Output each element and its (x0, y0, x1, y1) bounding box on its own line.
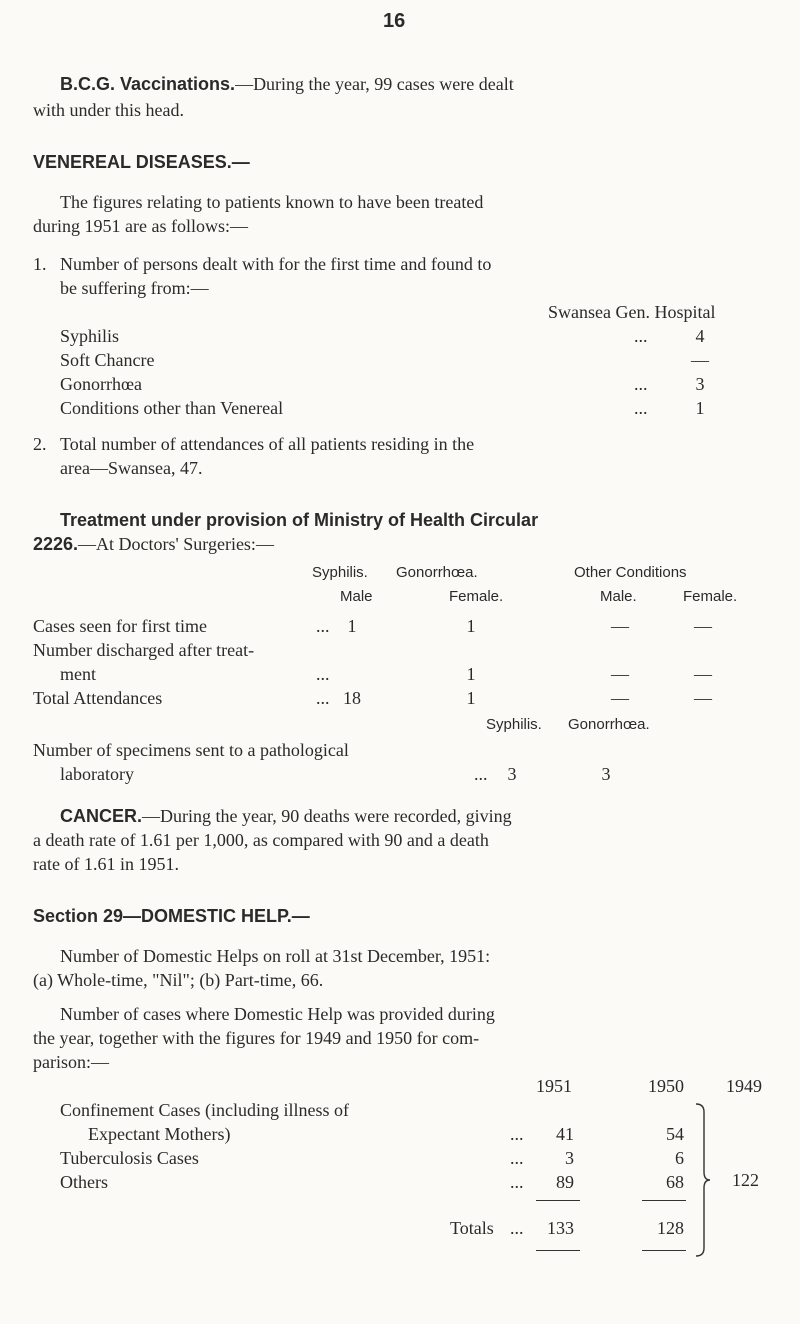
venereal-row-label: Syphilis (60, 326, 120, 346)
totals-dots: ... (510, 1218, 524, 1238)
circular-number: 2226. (33, 534, 79, 554)
domestic-heading: Section 29—DOMESTIC HELP.— (33, 906, 310, 926)
cancer-line3: rate of 1.61 in 1951. (33, 854, 179, 874)
domestic-1951-value: 89 (556, 1172, 574, 1192)
bcg-paragraph-line1 (60, 74, 514, 95)
spec-header-syphilis: Syphilis. (486, 716, 542, 733)
domestic-1950-value: 54 (666, 1124, 684, 1144)
treatment-other-male-value: — (611, 616, 629, 636)
specimens-gonorrhoea-value: 3 (601, 764, 611, 784)
venereal-row-label: Soft Chancre (60, 350, 155, 370)
year-1950: 1950 (648, 1076, 684, 1096)
total-1951-value: 133 (547, 1218, 574, 1238)
domestic-1950-value: 6 (675, 1148, 684, 1168)
venereal-row-label: Gonorrhœa (60, 374, 142, 394)
treatment-syphilis-value: 1 (347, 616, 357, 636)
domestic-p2-line3: parison:— (33, 1052, 109, 1072)
header-other-conditions: Other Conditions (574, 564, 687, 581)
totals-label: Totals (450, 1218, 494, 1238)
year-1951: 1951 (536, 1076, 572, 1096)
treatment-other-male-value: — (611, 688, 629, 708)
rule-1951-top (536, 1200, 580, 1201)
venereal-row-dots: ... (634, 398, 648, 418)
item2-line1: Total number of attendances of all patients residing in the (60, 434, 475, 454)
treatment-row-dots: ... (316, 616, 330, 636)
domestic-row-dots: ... (510, 1172, 524, 1192)
spec-header-gonorrhoea: Gonorrhœa. (568, 716, 650, 733)
header-female: Female. (449, 588, 504, 605)
venereal-row-value: 3 (695, 374, 705, 394)
venereal-row-dots: ... (634, 326, 648, 346)
rule-1951-bottom (536, 1250, 580, 1251)
venereal-row-dots: ... (634, 374, 648, 394)
treatment-row-label: Total Attendances (33, 688, 163, 708)
year-1949: 1949 (726, 1076, 762, 1096)
bcg-paragraph-line2: with under this head. (33, 100, 184, 120)
treatment-gonorrhoea-value: 1 (466, 688, 476, 708)
hospital-column-header: Swansea Gen. Hospital (548, 302, 716, 322)
item1-number: 1. (33, 254, 47, 274)
item2-line2: area—Swansea, 47. (60, 458, 203, 478)
domestic-p1-line1: Number of Domestic Helps on roll at 31st December, 1951: (60, 946, 491, 966)
header-female-other: Female. (683, 588, 738, 605)
venereal-heading: VENEREAL DISEASES.— (33, 152, 250, 172)
item1-line2: be suffering from:— (60, 278, 209, 298)
venereal-row-label: Conditions other than Venereal (60, 398, 284, 418)
venereal-row-value: 1 (695, 398, 705, 418)
treatment-other-female-value: — (694, 688, 712, 708)
header-gonorrhoea: Gonorrhœa. (396, 564, 478, 581)
treatment-syphilis-value: 18 (343, 688, 361, 708)
venereal-intro-line1: The figures relating to patients known to have been treated (60, 192, 484, 212)
treatment-heading-line2 (33, 534, 274, 555)
specimens-dots: ... (474, 764, 488, 784)
venereal-row-value: 4 (695, 326, 705, 346)
venereal-intro-line2: during 1951 are as follows:— (33, 216, 248, 236)
header-syphilis: Syphilis. (312, 564, 368, 581)
domestic-p2-line2: the year, together with the figures for 1949 and 1950 for com- (33, 1028, 480, 1048)
cancer-text: —During the year, 90 deaths were recorded, giving (142, 806, 512, 826)
total-1949-value: 122 (732, 1170, 759, 1190)
domestic-1951-value: 3 (565, 1148, 574, 1168)
header-male-other: Male. (600, 588, 637, 605)
domestic-p2-line1: Number of cases where Domestic Help was provided during (60, 1004, 495, 1024)
treatment-gonorrhoea-value: 1 (466, 664, 476, 684)
treatment-other-female-value: — (694, 664, 712, 684)
treatment-gonorrhoea-value: 1 (466, 616, 476, 636)
page-number: 16 (383, 10, 406, 32)
treatment-row-dots: ... (316, 688, 330, 708)
treatment-heading-rest: —At Doctors' Surgeries:— (78, 534, 274, 554)
item1-line1: Number of persons dealt with for the first time and found to (60, 254, 492, 274)
brace-1949 (692, 1102, 712, 1258)
treatment-row-label: Number discharged after treat- (33, 640, 255, 660)
domestic-row-label: Others (60, 1172, 108, 1192)
rule-1950-top (642, 1200, 686, 1201)
item2-number: 2. (33, 434, 47, 454)
header-male: Male (340, 588, 373, 605)
treatment-row-label: Cases seen for first time (33, 616, 207, 636)
treatment-row-dots: ... (316, 664, 330, 684)
domestic-row-label: Tuberculosis Cases (60, 1148, 199, 1168)
total-1950-value: 128 (657, 1218, 684, 1238)
treatment-row-label-cont: ment (60, 664, 96, 684)
cancer-heading: CANCER. (60, 806, 143, 826)
domestic-1951-value: 41 (556, 1124, 574, 1144)
specimens-label-line2: laboratory (60, 764, 134, 784)
cancer-paragraph-line1 (60, 806, 512, 827)
treatment-other-female-value: — (694, 616, 712, 636)
treatment-heading-line1: Treatment under provision of Ministry of Health Circular (60, 510, 539, 530)
bcg-heading: B.C.G. Vaccinations. (60, 74, 236, 94)
domestic-1950-value: 68 (666, 1172, 684, 1192)
specimens-syphilis-value: 3 (507, 764, 517, 784)
domestic-row-dots: ... (510, 1124, 524, 1144)
rule-1950-bottom (642, 1250, 686, 1251)
venereal-row-value: — (691, 350, 709, 370)
domestic-row-dots: ... (510, 1148, 524, 1168)
domestic-p1-line2: (a) Whole-time, "Nil"; (b) Part-time, 66. (33, 970, 324, 990)
specimens-label-line1: Number of specimens sent to a pathological (33, 740, 349, 760)
bcg-text: —During the year, 99 cases were dealt (235, 74, 514, 94)
cancer-line2: a death rate of 1.61 per 1,000, as compared with 90 and a death (33, 830, 489, 850)
treatment-other-male-value: — (611, 664, 629, 684)
domestic-row-label: Confinement Cases (including illness of (60, 1100, 349, 1120)
domestic-row-label-cont: Expectant Mothers) (88, 1124, 231, 1144)
